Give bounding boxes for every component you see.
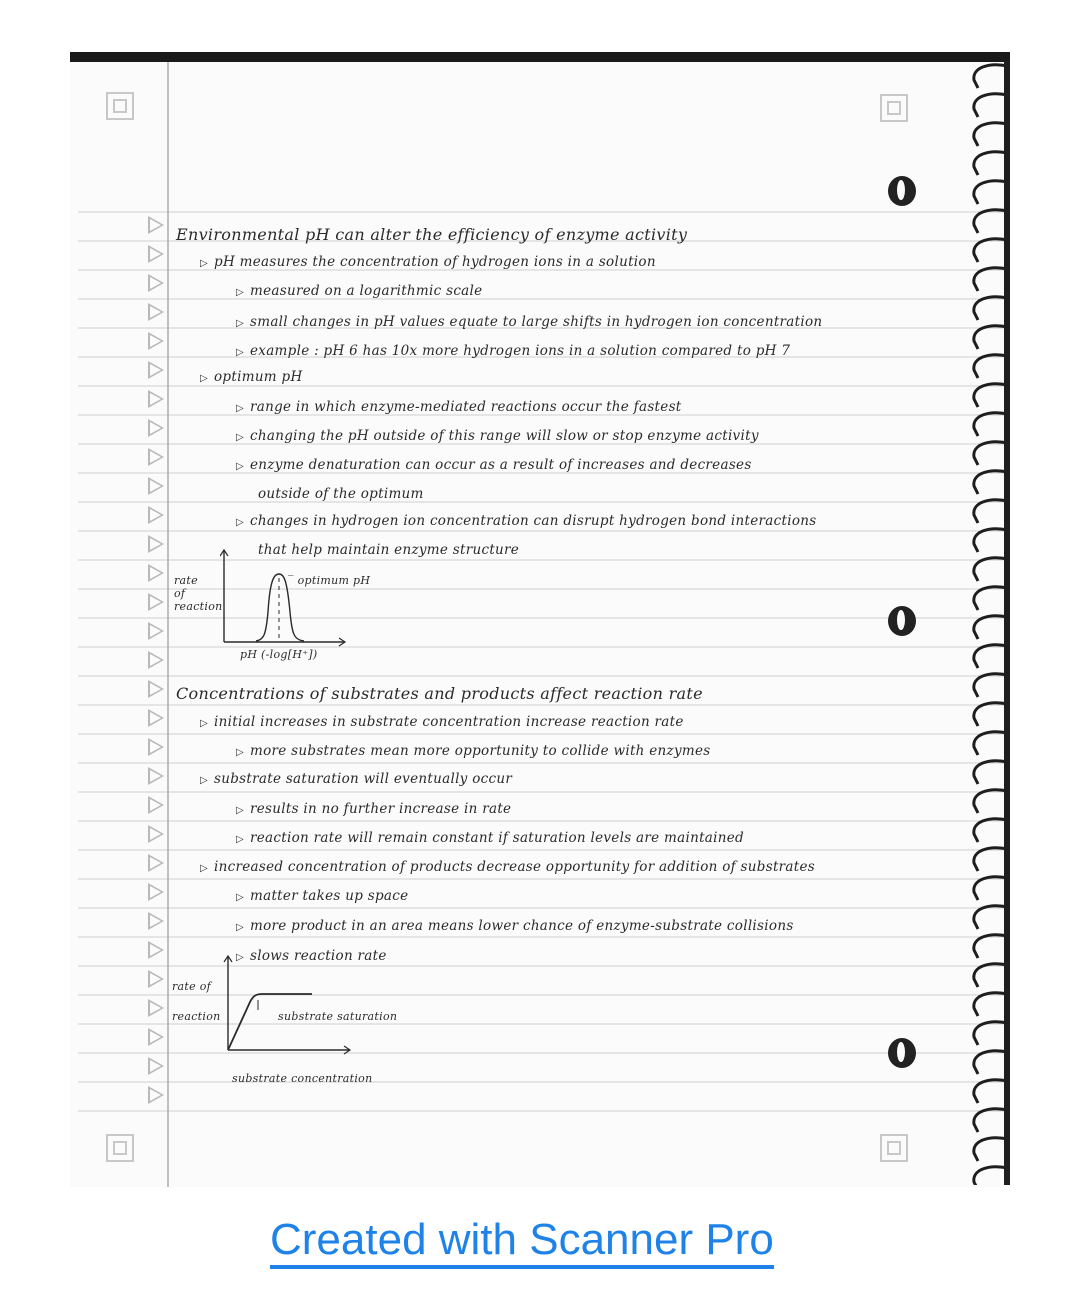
scanner-pro-link[interactable]: Created with Scanner Pro [270,1215,774,1269]
graph2-ylabel: reaction [172,1010,221,1023]
bullet-triangle-icon: ▷ [200,258,208,269]
margin-triangle-icon [148,332,164,350]
note-line [236,801,511,817]
spiral-binding [968,60,1010,1185]
spiral-coil [974,94,1008,117]
punch-hole-icon [888,606,916,636]
bullet-triangle-icon: ▷ [200,863,208,874]
margin-triangle-icon [148,680,164,698]
margin-triangle-icon [148,303,164,321]
spiral-coil [974,645,1008,668]
note-line [236,830,744,846]
notebook-page [70,52,1010,1187]
note-line [236,888,408,904]
graph2-xlabel: substrate concentration [232,1072,373,1085]
spiral-coil [974,268,1008,291]
spiral-coil [974,1167,1008,1185]
note-text: range in which enzyme-mediated reactions occur the fastest [250,399,682,415]
margin-triangle-icon [148,1086,164,1104]
margin-triangle-icon [148,912,164,930]
graph2-ylabel: rate of [172,980,212,993]
margin-triangle-icon [148,564,164,582]
corner-marker-icon [106,92,134,120]
note-text: results in no further increase in rate [250,801,512,817]
margin-triangle-icon [148,941,164,959]
note-text: small changes in pH values equate to large shifts in hydrogen ion concentration [250,314,823,330]
spiral-coil [974,964,1008,987]
note-line [200,859,815,875]
spiral-coil [974,906,1008,929]
margin-triangle-icon [148,796,164,814]
spiral-coil [974,297,1008,320]
spiral-coil [974,1109,1008,1132]
margin-triangle-icon [148,738,164,756]
section-heading: Concentrations of substrates and products affect reaction rate [176,684,703,703]
note-text: substrate saturation will eventually occur [214,771,513,787]
bullet-triangle-icon: ▷ [236,747,244,758]
spiral-coil [974,1138,1008,1161]
bullet-triangle-icon: ▷ [200,775,208,786]
margin-triangle-icon [148,651,164,669]
bullet-triangle-icon: ▷ [236,805,244,816]
bullet-triangle-icon: ▷ [236,834,244,845]
note-line [236,513,816,529]
note-line [200,254,656,270]
spiral-coil [974,500,1008,523]
spiral-coil [974,123,1008,146]
margin-triangle-icon [148,274,164,292]
margin-triangle-icon [148,390,164,408]
bullet-triangle-icon: ▷ [236,517,244,528]
note-text: measured on a logarithmic scale [250,283,483,299]
spiral-coil [974,384,1008,407]
note-line [236,918,794,934]
spiral-coil [974,558,1008,581]
note-line [236,399,682,415]
graph2-plateau-label: substrate saturation [278,1010,398,1023]
note-line [236,314,822,330]
spiral-coil [974,790,1008,813]
spiral-coil [974,1022,1008,1045]
margin-triangle-icon [148,970,164,988]
bullet-triangle-icon: ▷ [236,403,244,414]
corner-marker-icon [106,1134,134,1162]
spiral-coil [974,65,1008,88]
spiral-coil [974,1080,1008,1103]
spiral-coil [974,471,1008,494]
spiral-coil [974,355,1008,378]
margin-triangle-icon [148,477,164,495]
spiral-coil [974,1051,1008,1074]
graph1-ylabel: rate [174,574,198,587]
note-text: changes in hydrogen ion concentration can disrupt hydrogen bond interactions [250,513,817,529]
spiral-coil [974,819,1008,842]
bullet-triangle-icon: ▷ [236,432,244,443]
note-text: slows reaction rate [250,948,387,964]
bullet-triangle-icon: ▷ [236,922,244,933]
note-text: initial increases in substrate concentration increase reaction rate [214,714,684,730]
bullet-triangle-icon: ▷ [200,718,208,729]
note-text: outside of the optimum [258,486,424,502]
note-line [236,743,711,759]
note-line [200,771,512,787]
note-line [236,428,759,444]
ph-optimum-graph [220,542,360,652]
spiral-coil [974,993,1008,1016]
note-line [236,343,790,359]
margin-triangle-icon [148,216,164,234]
margin-triangle-icon [148,825,164,843]
punch-hole-icon [888,176,916,206]
spiral-coil [974,703,1008,726]
bullet-triangle-icon: ▷ [236,892,244,903]
margin-triangle-icon [148,419,164,437]
graph1-xlabel: pH (-log[H⁺]) [240,648,318,661]
spiral-coil [974,935,1008,958]
bullet-triangle-icon: ▷ [236,952,244,963]
spiral-coil [974,442,1008,465]
margin-triangle-icon [148,506,164,524]
margin-triangle-icon [148,883,164,901]
margin-triangle-icon [148,1057,164,1075]
spiral-coil [974,674,1008,697]
note-text: more product in an area means lower chance of enzyme-substrate collisions [250,918,794,934]
note-text: matter takes up space [250,888,409,904]
note-text: reaction rate will remain constant if saturation levels are maintained [250,830,744,846]
corner-marker-icon [880,1134,908,1162]
punch-hole-icon [888,1038,916,1068]
margin-triangle-icon [148,709,164,727]
note-line [236,457,752,473]
margin-triangle-icon [148,622,164,640]
margin-triangle-icon [148,767,164,785]
spiral-coil [974,413,1008,436]
spiral-coil [974,239,1008,262]
spiral-coil [974,529,1008,552]
note-line [200,714,684,730]
bullet-triangle-icon: ▷ [236,318,244,329]
section-heading: Environmental pH can alter the efficiency of enzyme activity [176,225,688,244]
margin-triangle-icon [148,1028,164,1046]
bullet-triangle-icon: ▷ [236,287,244,298]
note-text: increased concentration of products decrease opportunity for addition of substrates [214,859,816,875]
note-text: optimum pH [214,369,303,385]
margin-triangle-icon [148,999,164,1017]
spiral-coil [974,210,1008,233]
substrate-saturation-graph [220,950,360,1058]
note-line [258,486,424,502]
spiral-coil [974,616,1008,639]
note-text: more substrates mean more opportunity to collide with enzymes [250,743,711,759]
margin-triangle-icon [148,245,164,263]
note-text: example : pH 6 has 10x more hydrogen ions in a solution compared to pH 7 [250,343,791,359]
bullet-triangle-icon: ▷ [236,347,244,358]
graph1-ylabel: reaction [174,600,223,613]
margin-triangle-icon [148,448,164,466]
spiral-coil [974,326,1008,349]
note-text: pH measures the concentration of hydrogen ions in a solution [214,254,656,270]
note-text: that help maintain enzyme structure [258,542,520,558]
spiral-coil [974,877,1008,900]
spiral-coil [974,152,1008,175]
margin-triangle-icon [148,535,164,553]
spiral-coil [974,181,1008,204]
note-line [236,283,482,299]
note-text: enzyme denaturation can occur as a result of increases and decreases [250,457,752,473]
margin-triangle-icon [148,854,164,872]
note-text: changing the pH outside of this range will slow or stop enzyme activity [250,428,759,444]
spiral-coil [974,732,1008,755]
bullet-triangle-icon: ▷ [200,373,208,384]
bullet-triangle-icon: ▷ [236,461,244,472]
note-line [200,369,303,385]
spiral-coil [974,587,1008,610]
spiral-coil [974,848,1008,871]
margin-triangle-icon [148,593,164,611]
spiral-coil [974,761,1008,784]
graph1-ylabel: of [174,587,186,600]
margin-triangle-icon [148,361,164,379]
graph1-peak-label: ‾ optimum pH [288,574,371,587]
corner-marker-icon [880,94,908,122]
